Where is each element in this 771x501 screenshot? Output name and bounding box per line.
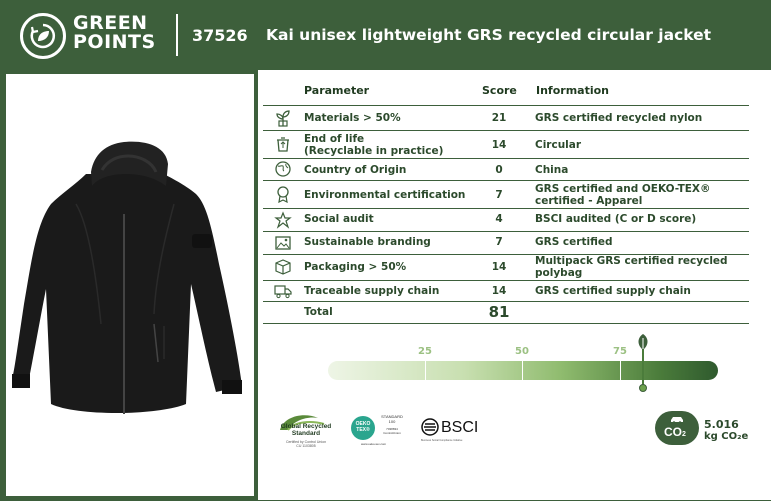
param-label: Country of Origin (304, 164, 407, 176)
bsci-subtitle: Business Social Compliance Initiative (421, 439, 463, 442)
scale-tick-50: 50 (515, 346, 529, 357)
table-row (263, 106, 749, 131)
col-header-score: Score (482, 84, 517, 97)
scale-tick-line (425, 360, 426, 381)
param-info: BSCI audited (C or D score) (535, 213, 697, 225)
star-badge-icon (274, 211, 292, 229)
bsci-logo (421, 418, 487, 452)
table-row (263, 255, 749, 281)
product-id: 37526 (192, 26, 248, 45)
param-label: Social audit (304, 213, 374, 225)
param-score: 4 (495, 213, 503, 225)
grs-subtitle: Certified by Control Union CU 1103805 (285, 440, 327, 448)
param-label: Packaging > 50% (304, 261, 407, 273)
score-marker (642, 349, 644, 387)
param-label: Traceable supply chain (304, 285, 440, 297)
total-score: 81 (488, 303, 510, 321)
co2-value: 5.016 (704, 418, 739, 431)
param-score: 7 (495, 189, 503, 201)
scale-tick-line (522, 360, 523, 381)
scale-tick-25: 25 (418, 346, 432, 357)
header-bar (0, 0, 771, 70)
param-label: End of life (Recyclable in practice) (304, 133, 444, 157)
image-branding-icon (274, 234, 292, 252)
param-score: 14 (491, 139, 507, 151)
green-points-logo (20, 13, 66, 59)
table-total-row (263, 302, 749, 324)
param-info: GRS certified supply chain (535, 285, 691, 297)
table-row (263, 159, 749, 181)
product-photo (6, 74, 254, 496)
box-package-icon (274, 258, 292, 276)
col-header-parameter: Parameter (304, 84, 370, 97)
globe-icon (274, 160, 292, 178)
co2-badge (655, 411, 699, 445)
brand-wordmark: GREEN POINTS (73, 12, 156, 53)
oeko-standard: STANDARD 100 (381, 414, 403, 424)
scale-tick-75: 75 (613, 346, 627, 357)
param-score: 7 (495, 236, 503, 248)
co2-unit: kg CO₂e (704, 431, 749, 442)
col-header-information: Information (536, 84, 609, 97)
recycle-bin-icon (274, 135, 292, 153)
param-score: 21 (491, 112, 507, 124)
table-row (263, 131, 749, 159)
param-info: GRS certified and OEKO-TEX® certified - Apparel (535, 183, 711, 207)
oeko-tex-logo (351, 414, 407, 454)
co2-badge-label: CO2 (664, 425, 686, 439)
param-score: 14 (491, 285, 507, 297)
oeko-url: www.oeko-tex.com (361, 442, 387, 446)
jacket-image (6, 74, 254, 496)
recycle-leaf-icon (29, 22, 57, 50)
leaf-plant-icon (274, 109, 292, 127)
param-info: GRS certified (535, 236, 613, 248)
total-label: Total (304, 306, 333, 318)
bsci-emblem-icon (421, 418, 439, 436)
param-score: 0 (495, 164, 503, 176)
param-label: Materials > 50% (304, 112, 401, 124)
score-leaf-icon (636, 333, 650, 351)
oeko-tex-mark: OEKO TEX® (355, 421, 371, 433)
param-label: Sustainable branding (304, 236, 431, 248)
table-row (263, 281, 749, 302)
table-row (263, 232, 749, 255)
scale-tick-line (620, 360, 621, 381)
car-icon (669, 414, 685, 424)
score-scale-bar (328, 361, 718, 380)
param-info: Multipack GRS certified recycled polybag (535, 255, 728, 279)
table-row (263, 209, 749, 232)
table-row (263, 181, 749, 209)
param-info: China (535, 164, 569, 176)
grs-logo (274, 410, 338, 454)
param-score: 14 (491, 261, 507, 273)
award-ribbon-icon (274, 185, 292, 203)
param-info: GRS certified recycled nylon (535, 112, 703, 124)
product-name: Kai unisex lightweight GRS recycled circular jacket (266, 26, 712, 44)
truck-icon (274, 282, 292, 300)
param-label: Environmental certification (304, 189, 466, 201)
header-divider (176, 14, 178, 56)
grs-title: Global Recycled Standard (280, 423, 332, 437)
bsci-wordmark: BSCI (441, 419, 479, 436)
param-info: Circular (535, 139, 582, 151)
oeko-code: 7038834 ControlUnion (383, 427, 401, 435)
score-marker-dot (639, 384, 647, 392)
